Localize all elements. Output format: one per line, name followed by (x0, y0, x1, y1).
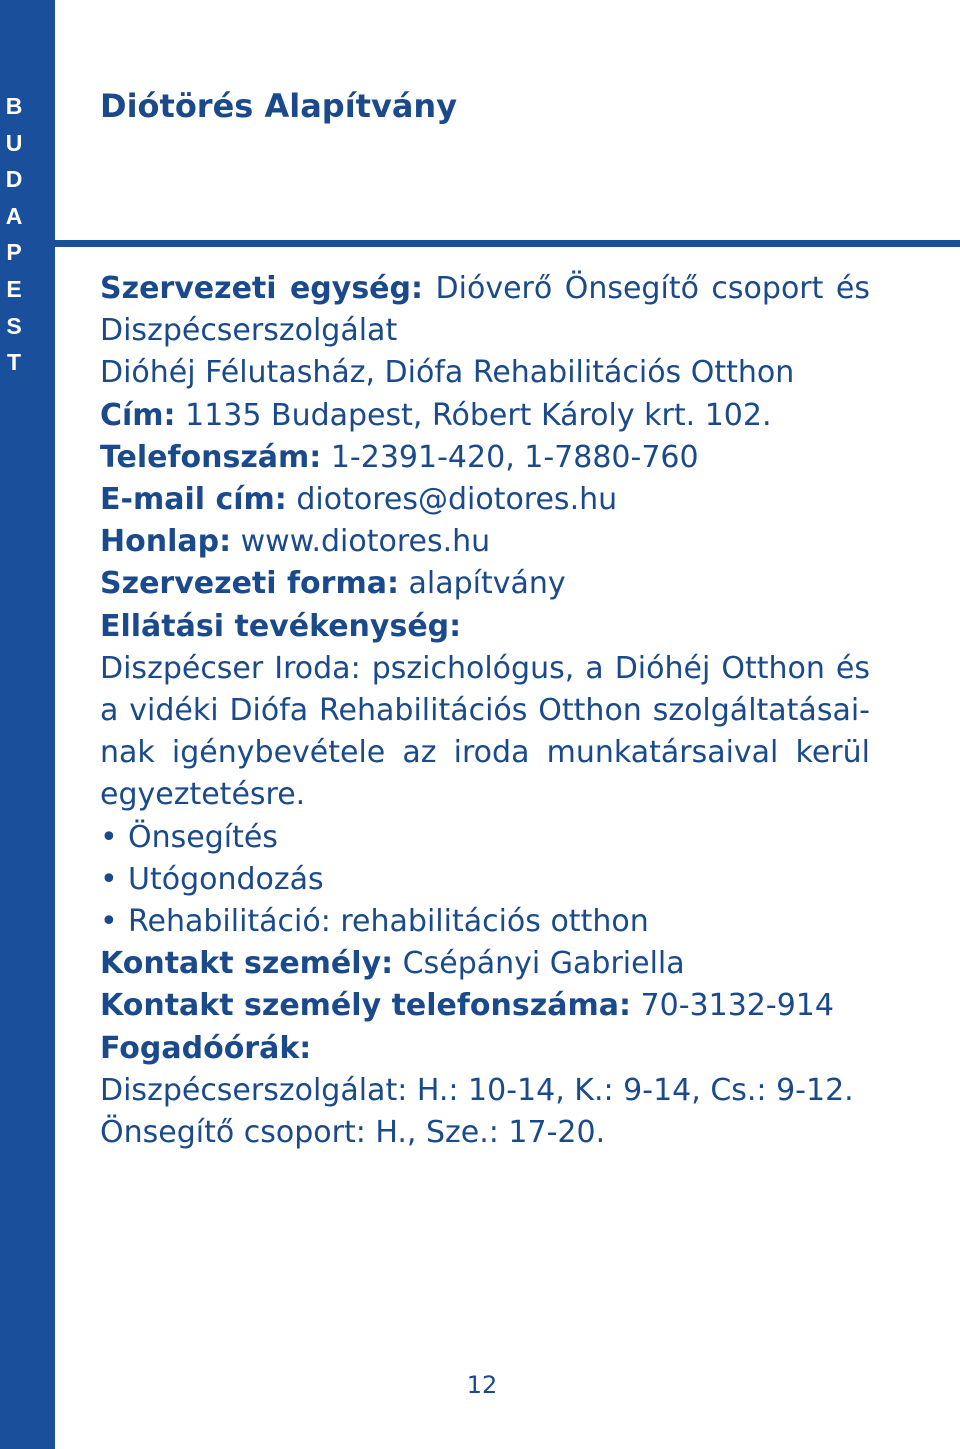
unit-label: Szervezeti egység: (100, 271, 424, 306)
contact-label: Kontakt személy: (100, 946, 394, 982)
contact-phone-label: Kontakt személy telefonszáma: (100, 988, 631, 1024)
contact-row (100, 943, 870, 985)
list-item-text: Önsegítés (128, 819, 278, 855)
org-form-label: Szervezeti forma: (100, 566, 399, 602)
list-item (100, 859, 870, 901)
org-form-value: alapítvány (408, 566, 566, 602)
website-value: www.diotores.hu (240, 524, 491, 560)
email-value: diotores@diotores.hu (296, 482, 618, 518)
address-value: 1135 Budapest, Róbert Károly krt. 102. (185, 397, 772, 433)
bullet-icon: • (100, 861, 118, 897)
city-side-label (0, 88, 28, 381)
side-letter: B (5, 93, 23, 119)
hours-line: Diszpécserszolgálat: H.: 10-14, K.: 9-14, Cs.: 9-12. (100, 1072, 854, 1108)
email-label: E-mail cím: (100, 482, 287, 518)
side-letter: S (6, 312, 22, 339)
bullet-icon: • (100, 904, 118, 940)
side-tab-bar (0, 0, 55, 1449)
header-divider (55, 240, 960, 247)
org-form-row (100, 563, 870, 605)
page-title: Diótörés Alapítvány (100, 87, 458, 125)
unit-value-line: Dióhéj Félutasház, Diófa Rehabilitációs Otthon (100, 355, 795, 391)
side-letter: E (6, 275, 22, 302)
organization-details (100, 268, 870, 1154)
services-label: Ellátási tevékenység: (100, 608, 462, 644)
side-letter: U (5, 129, 23, 156)
unit-value: Dióverő Önsegítő csoport és (435, 271, 870, 306)
website-row (100, 521, 870, 563)
list-item-text: Rehabilitáció: rehabilitációs otthon (128, 904, 649, 940)
unit-row (100, 268, 870, 310)
phone-label: Telefonszám: (100, 439, 322, 475)
side-letter: T (6, 349, 22, 376)
services-text-line: Diszpécser Iroda: pszichológus, a Dióhéj Otthon és (100, 650, 870, 686)
phone-row (100, 437, 870, 479)
email-row (100, 479, 870, 521)
phone-value: 1-2391-420, 1-7880-760 (330, 439, 699, 475)
bullet-icon: • (100, 819, 118, 855)
side-letter: D (5, 166, 23, 193)
list-item (100, 901, 870, 943)
hours-line: Önsegítő csoport: H., Sze.: 17-20. (100, 1115, 606, 1151)
side-letter: P (6, 239, 22, 266)
unit-value-line: Diszpécserszolgálat (100, 313, 398, 349)
contact-phone-value: 70-3132-914 (640, 988, 834, 1024)
address-label: Cím: (100, 397, 176, 433)
website-label: Honlap: (100, 524, 232, 560)
services-text-line: egyeztetésre. (100, 777, 306, 813)
hours-label: Fogadóórák: (100, 1030, 312, 1066)
contact-phone-row (100, 985, 870, 1027)
page-number: 12 (466, 1371, 498, 1399)
address-row (100, 395, 870, 437)
services-text-line: nak igénybevétele az iroda munkatársaival kerül (100, 735, 870, 771)
list-item-text: Utógondozás (128, 861, 324, 897)
side-letter: A (5, 202, 23, 229)
list-item (100, 817, 870, 859)
services-text-line: a vidéki Diófa Rehabilitációs Otthon szolgáltatásai- (100, 693, 870, 729)
contact-value: Csépányi Gabriella (402, 946, 685, 982)
